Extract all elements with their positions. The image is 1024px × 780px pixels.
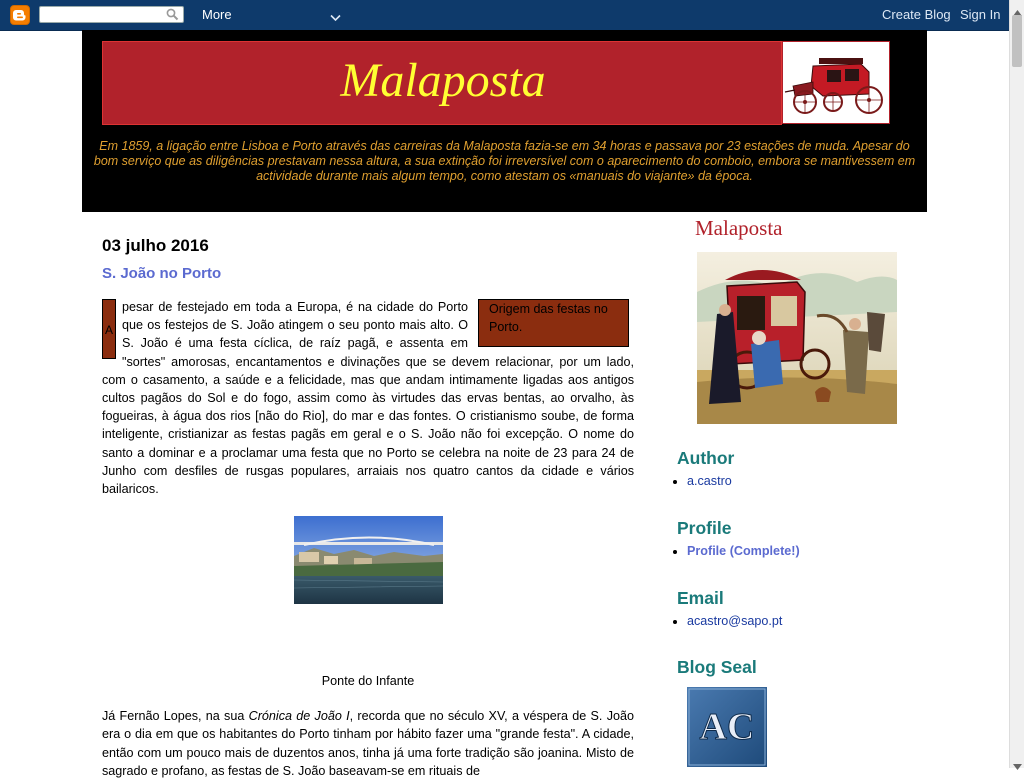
blog-description: Em 1859, a ligação entre Lisboa e Porto através das carreiras da Malaposta fazia-se em 34 horas e passava por 23 estações de muda. Apesar do bom serviço que as diligências prestavam nessa altura, a sua extinção foi irreversível com o aparecimento do comboio, embora se mantivessem em actividade durante mais algum tempo, como atestam os «manuais do viajante» da época. — [93, 139, 916, 183]
post-paragraph-2 — [102, 707, 634, 780]
search-icon[interactable] — [166, 8, 179, 26]
author-list — [677, 474, 732, 488]
author-link[interactable]: a.castro — [687, 474, 732, 488]
drop-cap: A — [102, 299, 116, 359]
chevron-down-icon[interactable] — [330, 9, 341, 27]
post-column — [102, 232, 634, 780]
bridge-photo[interactable] — [294, 516, 443, 604]
scrollbar-thumb[interactable] — [1012, 15, 1022, 67]
post-body — [102, 298, 634, 498]
scroll-down-arrow-icon[interactable] — [1013, 757, 1022, 775]
post-date: 03 julho 2016 — [102, 236, 209, 255]
stagecoach-painting — [697, 252, 897, 424]
email-link[interactable]: acastro@sapo.pt — [687, 614, 783, 628]
email-list — [677, 614, 782, 628]
post-title[interactable]: S. João no Porto — [102, 265, 222, 282]
list-item — [687, 614, 782, 628]
search-input[interactable] — [39, 6, 184, 23]
book-title: Crónica de João I — [248, 709, 350, 724]
sign-in-link[interactable]: Sign In — [960, 7, 1001, 22]
list-item — [687, 474, 732, 488]
profile-link[interactable]: Profile (Complete!) — [687, 544, 800, 558]
photo-container — [102, 516, 634, 609]
paragraph-2-start: Já Fernão Lopes, na sua — [102, 709, 249, 724]
pull-quote: Origem das festas no Porto. — [478, 299, 629, 347]
more-menu-label[interactable]: More — [202, 7, 232, 22]
seal-text: AC — [699, 706, 755, 748]
photo-caption: Ponte do Infante — [321, 674, 415, 689]
title-band — [102, 41, 782, 125]
sidebar-title: Malaposta — [695, 216, 783, 240]
blog-title[interactable]: Malaposta — [340, 54, 546, 107]
profile-heading: Profile — [677, 518, 732, 538]
blog-seal-heading: Blog Seal — [677, 657, 757, 677]
author-heading: Author — [677, 448, 735, 468]
paragraph-2-end: , recorda que no século XV, a véspera de S. João era o dia em que os habitantes do Porto tinham por hábito fazer uma "grande festa". A cidade, então com um pouco mais de duzentos anos, tinha já uma forte tradição são joanina. Misto de sagrado e profano, as festas de S. João baseavam-se em rituais de — [102, 709, 634, 778]
blogger-navbar — [0, 0, 1009, 31]
create-blog-link[interactable]: Create Blog — [882, 7, 951, 22]
email-heading: Email — [677, 588, 724, 608]
stagecoach-image — [782, 41, 890, 124]
post-paragraph-1: pesar de festejado em toda a Europa, é na cidade do Porto que os festejos de S. João atingem o seu ponto mais alto. O S. João é uma festa cíclica, de raíz pagã, e assenta em "sortes" amorosas, encantamentos e divinações que se devem relacionar, por um lado, com o casamento, a saúde e a felicidade, mas que andam intimamente ligadas aos antigos cultos pagãos do Sol e do fogo, assim como às virtudes das ervas bentas, ao orvalho, às fogueiras, à água dos rios [não do Rio], do mar e das fontes. O cristianismo soube, de forma inteligente, cristianizar as festas pagãs em geral e o S. João não foi excepção. O nome do santo a dominar e a proclamar uma festa que no Porto se celebra na noite de 23 para 24 de Junho com desfiles de rusgas populares, arraiais nos quatro cantos da cidade e vários bailaricos. — [102, 300, 634, 497]
blogger-logo-icon[interactable] — [10, 5, 30, 25]
blog-header — [82, 30, 927, 212]
list-item — [687, 544, 800, 558]
profile-list — [677, 544, 800, 558]
blog-seal-image[interactable] — [687, 687, 767, 767]
vertical-scrollbar[interactable] — [1009, 0, 1024, 768]
